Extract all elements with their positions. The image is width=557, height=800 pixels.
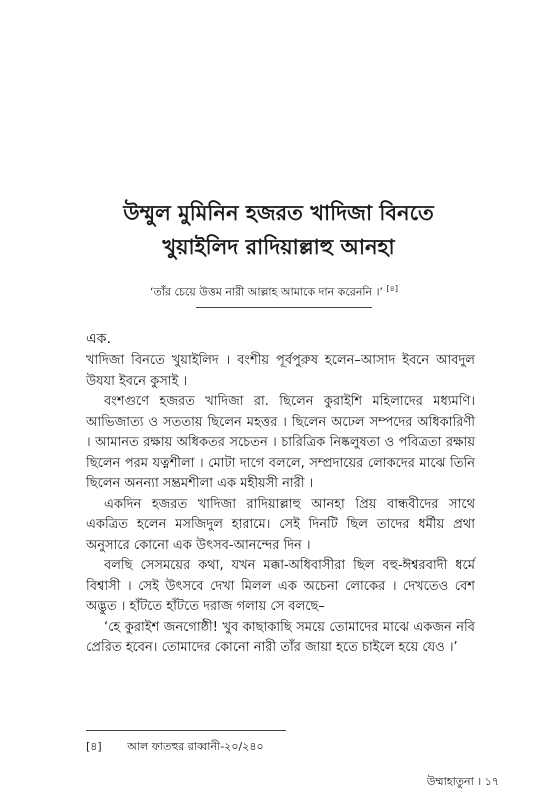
chapter-title (40, 196, 517, 264)
paragraph-5: ‘হে কুরাইশ জনগোষ্ঠী! খুব কাছাকাছি সময়ে তোমাদের মাঝে একজন নবি প্রেরিত হবেন। তোমাদের কোনো নারী তাঁর জায়া হতে চাইলে হয়ে যেও ।’ (86, 619, 475, 655)
epigraph (150, 283, 398, 303)
chapter-title-line-2: খুয়াইলিদ রাদিয়াল্লাহু আনহা (162, 235, 395, 259)
chapter-title-line-1: উম্মুল মুমিনিন হজরত খাদিজা বিনতে (123, 201, 434, 225)
paragraph-3: একদিন হজরত খাদিজা রাদিয়াল্লাহু আনহা প্রিয় বান্ধবীদের সাথে একত্রিত হলেন মসজিদুল হারামে। সেই দিনটি ছিল তাদের ধর্মীয় প্রথা অনুসারে কোনো এক উৎসব-আনন্দের দিন । (86, 496, 475, 553)
epigraph-footnote-ref: [৪] (386, 284, 398, 293)
footnote-text: আল ফাতহুর রাব্বানী-২০/২৪০ (127, 740, 264, 753)
page-number: ১৭ (484, 775, 499, 788)
footer-separator: । (477, 775, 482, 788)
epigraph-text: ‘তাঁর চেয়ে উত্তম নারী আল্লাহ আমাকে দান করেননি ।’ (150, 285, 384, 299)
body-text (86, 351, 475, 659)
footnote (86, 738, 264, 757)
paragraph-2: বংশগুণে হজরত খাদিজা রা. ছিলেন কুরাইশি মহিলাদের মধ্যমণি। আভিজাত্য ও সততায় ছিলেন মহত্তর । ছিলেন অঢেল সম্পদের অধিকারিণী । আমানত রক্ষায় অধিকতর সচেতন । চারিত্রিক নিষ্কলুষতা ও পবিত্রতা রক্ষায় ছিলেন পরম যত্নশীলা । মোটা দাগে বললে, সম্প্রদায়ের লোকদের মাঝে তিনি ছিলেন অনন্যা সম্ভ্রমশীলা এক মহীয়সী নারী । (86, 394, 475, 491)
footnote-marker: [৪] (86, 740, 102, 753)
running-footer (427, 773, 499, 792)
paragraph-1: খাদিজা বিনতে খুয়াইলিদ । বংশীয় পূর্বপুরুষ হলেন–আসাদ ইবনে আবদুল উযযা ইবনে কুসাই । (86, 353, 475, 389)
section-label: এক. (86, 331, 111, 347)
epigraph-underline (196, 307, 372, 308)
book-title: উম্মাহাতুনা (426, 775, 474, 788)
footnote-divider (86, 730, 286, 731)
paragraph-4: বলছি সেসময়ের কথা, যখন মক্কা-অধিবাসীরা ছিল বহু-ঈশ্বরবাদী ধর্মে বিশ্বাসী । সেই উৎসবে দেখা মিলল এক অচেনা লোকের । দেখতেও বেশ অদ্ভুত । হাঁটতে হাঁটতে দরাজ গলায় সে বলছে– (86, 558, 475, 614)
